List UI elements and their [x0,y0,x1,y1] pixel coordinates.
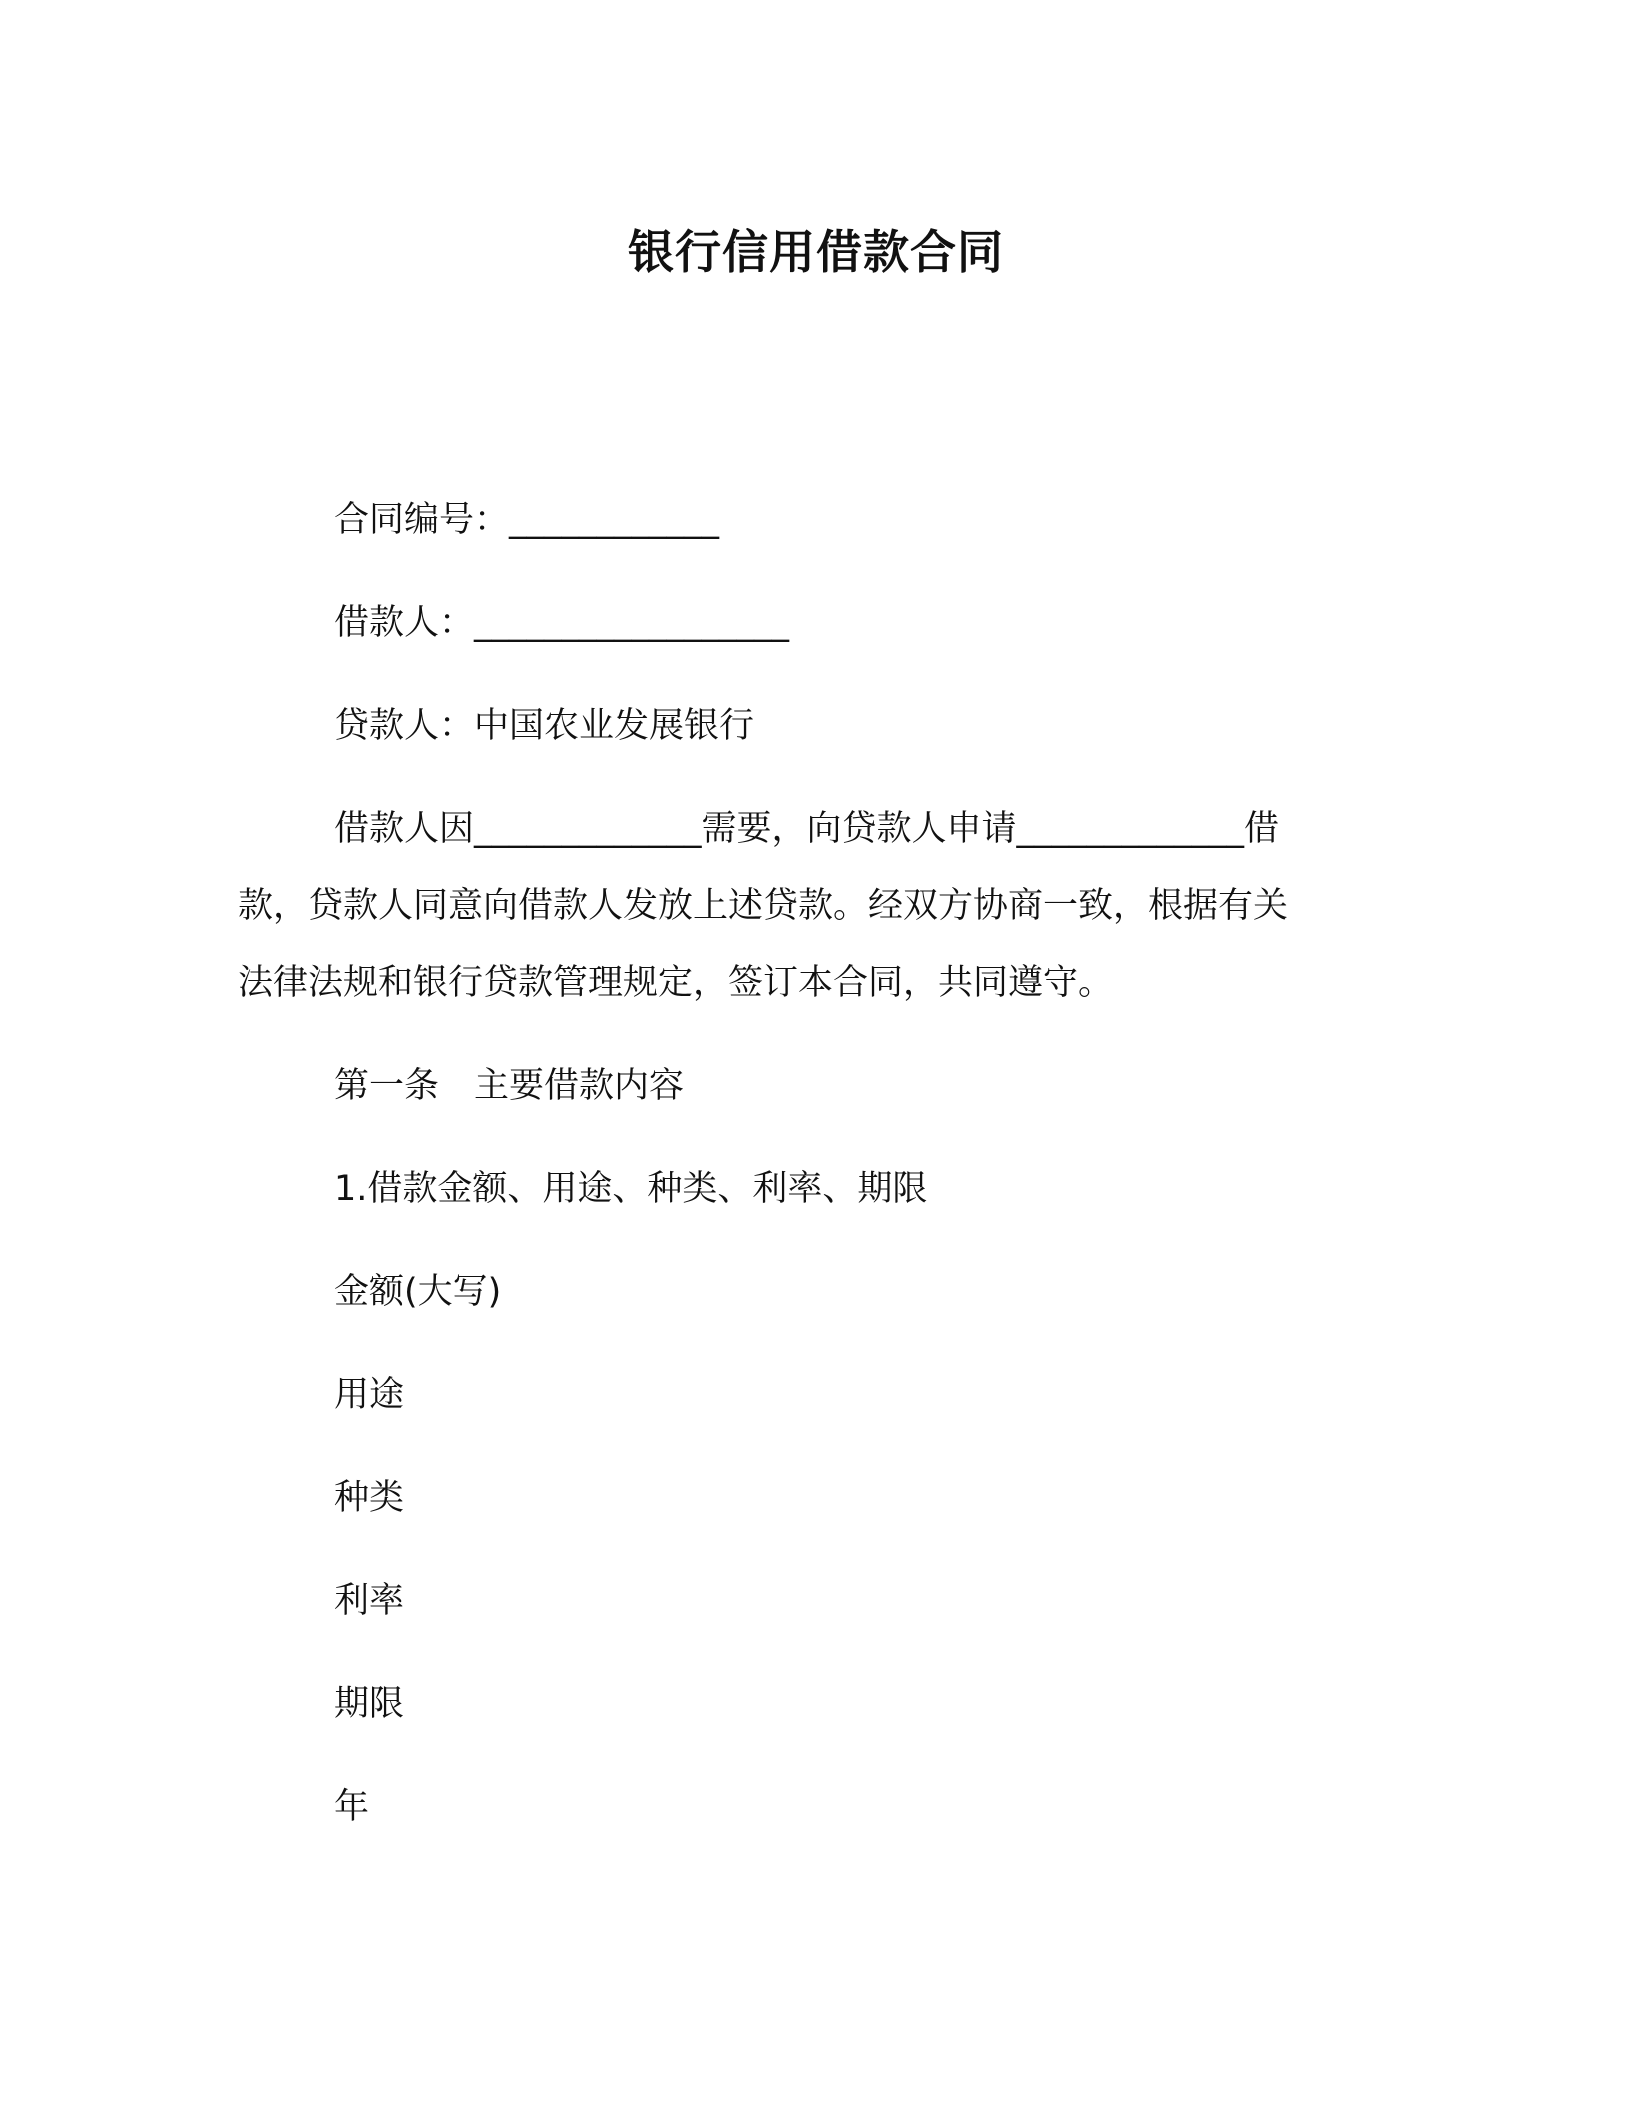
row-year-label: 年 [334,1787,370,1827]
contract-number-field: 合同编号：____________ [334,500,720,540]
row-purpose-label: 用途 [334,1375,405,1415]
row-term-label: 期限 [334,1684,405,1724]
row-type-label: 种类 [334,1478,405,1518]
intro-line-2: 款，贷款人同意向借款人发放上述贷款。经双方协商一致，根据有关 [238,886,1289,926]
intro-paragraph [238,791,1358,1022]
document-title: 银行信用借款合同 [628,225,1004,279]
article-1-item-1: 1.借款金额、用途、种类、利率、期限 [334,1169,928,1209]
intro-line-1: 借款人因_____________需要，向贷款人申请_____________借 [334,809,1280,849]
intro-line-3: 法律法规和银行贷款管理规定，签订本合同，共同遵守。 [238,963,1114,1003]
row-rate-label: 利率 [334,1581,405,1621]
article-1-heading: 第一条 主要借款内容 [334,1066,685,1106]
borrower-field: 借款人：__________________ [334,603,790,643]
row-amount-label: 金额(大写) [334,1272,502,1312]
lender-field: 贷款人：中国农业发展银行 [334,706,755,746]
